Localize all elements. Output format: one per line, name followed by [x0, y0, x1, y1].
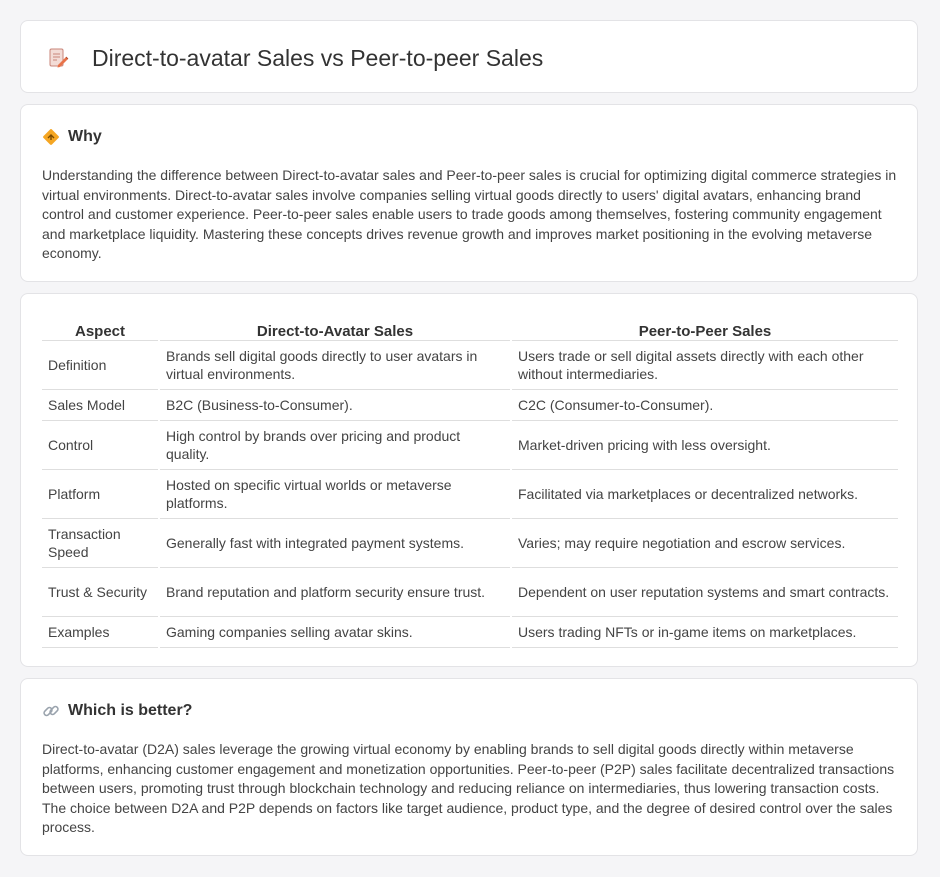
- row-peer-to-peer: Users trading NFTs or in-game items on marketplaces.: [511, 617, 898, 648]
- row-direct-to-avatar: Gaming companies selling avatar skins.: [159, 617, 511, 648]
- row-aspect: Control: [42, 421, 159, 470]
- table-row: [42, 617, 898, 648]
- table-row: [42, 390, 898, 421]
- link-icon: [42, 702, 60, 720]
- why-body: Understanding the difference between Direct-to-avatar sales and Peer-to-peer sales is crucial for optimizing digital commerce strategies in virtual environments. Direct-to-avatar sales involve companies selling virtual goods directly to users' digital avatars, enhancing brand control and customer experience. Peer-to-peer sales enable users to trade goods among themselves, fostering community engagement and marketplace liquidity. Mastering these concepts drives revenue growth and improves market positioning in the evolving metaverse economy.: [42, 167, 897, 261]
- header-direct-to-avatar: Direct-to-Avatar Sales: [159, 314, 511, 341]
- diamond-signpost-icon: [42, 128, 60, 146]
- header-peer-to-peer: Peer-to-Peer Sales: [511, 314, 898, 341]
- better-body: Direct-to-avatar (D2A) sales leverage the growing virtual economy by enabling brands to sell digital goods directly within metaverse platforms, enhancing customer engagement and monetization opportunities. Peer-to-peer (P2P) sales facilitate decentralized transactions between users, promoting trust through blockchain technology and reducing reliance on intermediaries, thus lowering transaction costs. The choice between D2A and P2P depends on factors like target audience, product type, and the degree of desired control over the sales process.: [42, 741, 895, 835]
- row-direct-to-avatar: Hosted on specific virtual worlds or metaverse platforms.: [159, 470, 511, 519]
- why-heading: [42, 127, 102, 147]
- table-row: [42, 341, 898, 390]
- better-heading: [42, 701, 192, 721]
- row-peer-to-peer: C2C (Consumer-to-Consumer).: [511, 390, 898, 421]
- comparison-table: [42, 314, 898, 648]
- row-peer-to-peer: Users trade or sell digital assets directly with each other without intermediaries.: [511, 341, 898, 390]
- table-row: [42, 568, 898, 617]
- row-direct-to-avatar: B2C (Business-to-Consumer).: [159, 390, 511, 421]
- title-card: [20, 20, 918, 93]
- table-row: [42, 519, 898, 568]
- row-peer-to-peer: Market-driven pricing with less oversight.: [511, 421, 898, 470]
- row-direct-to-avatar: High control by brands over pricing and product quality.: [159, 421, 511, 470]
- row-peer-to-peer: Dependent on user reputation systems and smart contracts.: [511, 568, 898, 617]
- document-pencil-icon: [47, 47, 69, 69]
- table-row: [42, 470, 898, 519]
- row-peer-to-peer: Facilitated via marketplaces or decentralized networks.: [511, 470, 898, 519]
- row-aspect: Sales Model: [42, 390, 159, 421]
- row-direct-to-avatar: Brands sell digital goods directly to user avatars in virtual environments.: [159, 341, 511, 390]
- row-aspect: Transaction Speed: [42, 519, 159, 568]
- page-title: Direct-to-avatar Sales vs Peer-to-peer Sales: [92, 45, 544, 71]
- row-peer-to-peer: Varies; may require negotiation and escrow services.: [511, 519, 898, 568]
- which-is-better-section: [20, 678, 918, 856]
- row-direct-to-avatar: Generally fast with integrated payment systems.: [159, 519, 511, 568]
- row-aspect: Definition: [42, 341, 159, 390]
- why-section: [20, 104, 918, 282]
- better-heading-label: Which is better?: [68, 702, 193, 719]
- why-heading-label: Why: [68, 128, 102, 145]
- row-aspect: Platform: [42, 470, 159, 519]
- table-row: [42, 421, 898, 470]
- table-header-row: [42, 314, 898, 341]
- comparison-section: [20, 293, 918, 667]
- row-aspect: Examples: [42, 617, 159, 648]
- row-direct-to-avatar: Brand reputation and platform security ensure trust.: [159, 568, 511, 617]
- header-aspect: Aspect: [42, 314, 159, 341]
- row-aspect: Trust & Security: [42, 568, 159, 617]
